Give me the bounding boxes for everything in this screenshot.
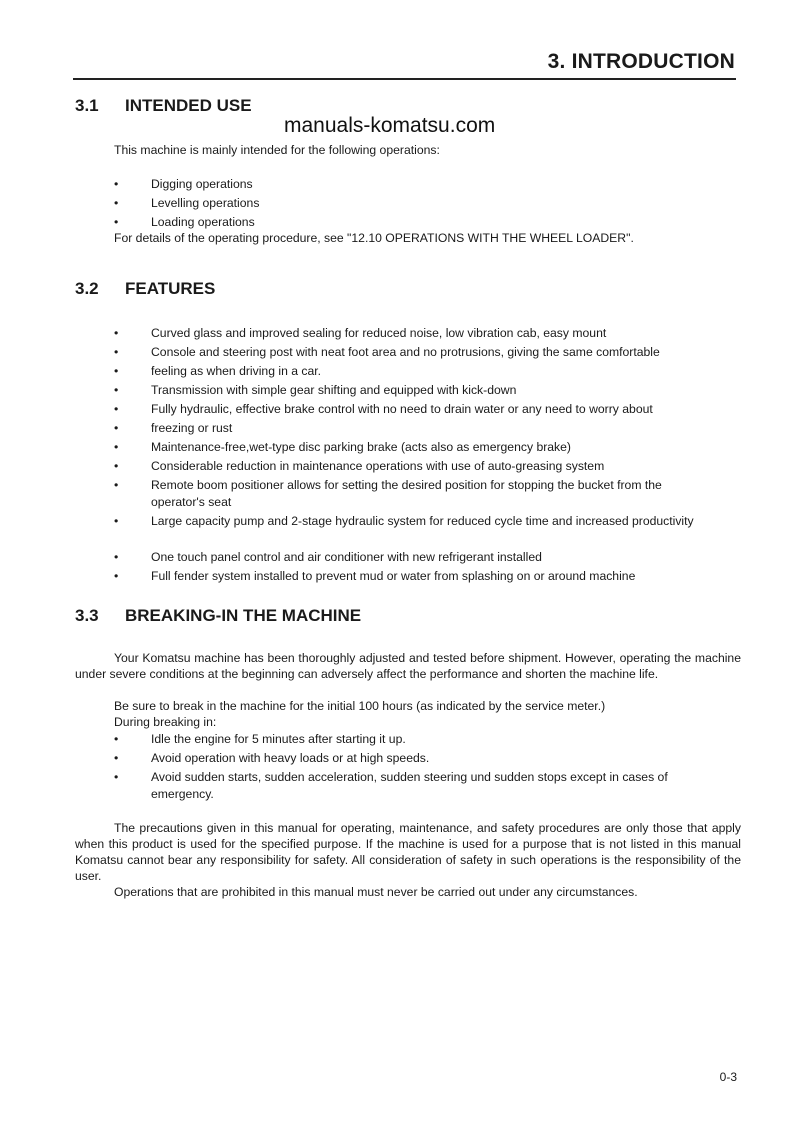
list-item: • Idle the engine for 5 minutes after starting it up. — [114, 732, 406, 746]
section-heading-breaking-in — [75, 606, 361, 626]
during-breaking-in-label: During breaking in: — [114, 715, 217, 729]
section-number: 3.3 — [75, 606, 99, 625]
bullet-icon: • — [114, 732, 119, 746]
list-item: • Avoid sudden starts, sudden acceleration, sudden steering und sudden stops except in cases of emergency. — [114, 770, 668, 801]
bullet-icon: • — [114, 770, 119, 784]
bullet-icon: • — [114, 478, 119, 492]
intended-use-list — [114, 175, 744, 232]
intended-use-intro: This machine is mainly intended for the following operations: — [114, 143, 440, 157]
bullet-icon: • — [114, 569, 119, 583]
bullet-icon: • — [114, 751, 119, 765]
list-item: • Avoid operation with heavy loads or at high speeds. — [114, 751, 430, 765]
list-item: • One touch panel control and air conditioner with new refrigerant installed — [114, 550, 542, 564]
operating-procedure-reference: For details of the operating procedure, see "12.10 OPERATIONS WITH THE WHEEL LOADER". — [114, 231, 634, 245]
list-item: • Remote boom positioner allows for setting the desired position for stopping the bucket from the operator's seat — [114, 478, 662, 509]
bullet-icon: • — [114, 345, 119, 359]
list-item: • Maintenance-free,wet-type disc parking brake (acts also as emergency brake) — [114, 440, 571, 454]
chapter-title: 3. INTRODUCTION — [547, 50, 735, 73]
break-in-list — [114, 731, 714, 805]
list-item: • Large capacity pump and 2-stage hydraulic system for reduced cycle time and increased productivity — [114, 514, 694, 528]
bullet-icon: • — [114, 196, 119, 210]
bullet-icon: • — [114, 215, 119, 229]
section-title: FEATURES — [125, 279, 216, 298]
list-item: • Fully hydraulic, effective brake control with no need to drain water or any need to worry about — [114, 402, 653, 416]
list-item: • Levelling operations — [114, 194, 744, 213]
bullet-icon: • — [114, 364, 119, 378]
bullet-icon: • — [114, 402, 119, 416]
bullet-icon: • — [114, 383, 119, 397]
list-item: • Console and steering post with neat foot area and no protrusions, giving the same comfortable — [114, 345, 660, 359]
list-item: • Loading operations — [114, 213, 744, 232]
list-item: • Full fender system installed to prevent mud or water from splashing on or around machine — [114, 569, 636, 583]
list-item: • freezing or rust — [114, 421, 233, 435]
list-item: • Considerable reduction in maintenance operations with use of auto-greasing system — [114, 459, 605, 473]
list-item: • Curved glass and improved sealing for reduced noise, low vibration cab, easy mount — [114, 326, 607, 340]
break-in-intro-paragraph: Your Komatsu machine has been thoroughly adjusted and tested before shipment. However, operating the machine under severe conditions at the beginning can adversely affect the performance and shorten the machine life. — [75, 651, 741, 681]
page-number: 0-3 — [719, 1070, 737, 1084]
section-number: 3.2 — [75, 279, 99, 298]
bullet-icon: • — [114, 421, 119, 435]
prohibited-operations-line: Operations that are prohibited in this manual must never be carried out under any circumstances. — [114, 885, 638, 899]
bullet-icon: • — [114, 459, 119, 473]
section-heading-features — [75, 279, 215, 299]
precautions-paragraph: The precautions given in this manual for operating, maintenance, and safety procedures are only those that apply when this product is used for the specified purpose. If the machine is used for a purpose that is not listed in this manual Komatsu cannot bear any responsibility for safety. All consideration of safety in such operations is the responsibility of the user. — [75, 821, 741, 883]
bullet-icon: • — [114, 514, 119, 528]
bullet-icon: • — [114, 326, 119, 340]
list-item: • Digging operations — [114, 175, 744, 194]
section-heading-intended-use — [75, 96, 252, 116]
list-item: • feeling as when driving in a car. — [114, 364, 322, 378]
section-title: INTENDED USE — [125, 96, 252, 115]
break-in-hours-line: Be sure to break in the machine for the initial 100 hours (as indicated by the service meter.) — [114, 699, 606, 713]
bullet-icon: • — [114, 177, 119, 191]
features-list — [114, 325, 714, 587]
watermark-text: manuals-komatsu.com — [284, 114, 496, 137]
bullet-icon: • — [114, 550, 119, 564]
section-title: BREAKING-IN THE MACHINE — [125, 606, 362, 625]
chapter-rule — [73, 78, 736, 80]
section-number: 3.1 — [75, 96, 99, 115]
bullet-icon: • — [114, 440, 119, 454]
list-item: • Transmission with simple gear shifting and equipped with kick-down — [114, 383, 517, 397]
